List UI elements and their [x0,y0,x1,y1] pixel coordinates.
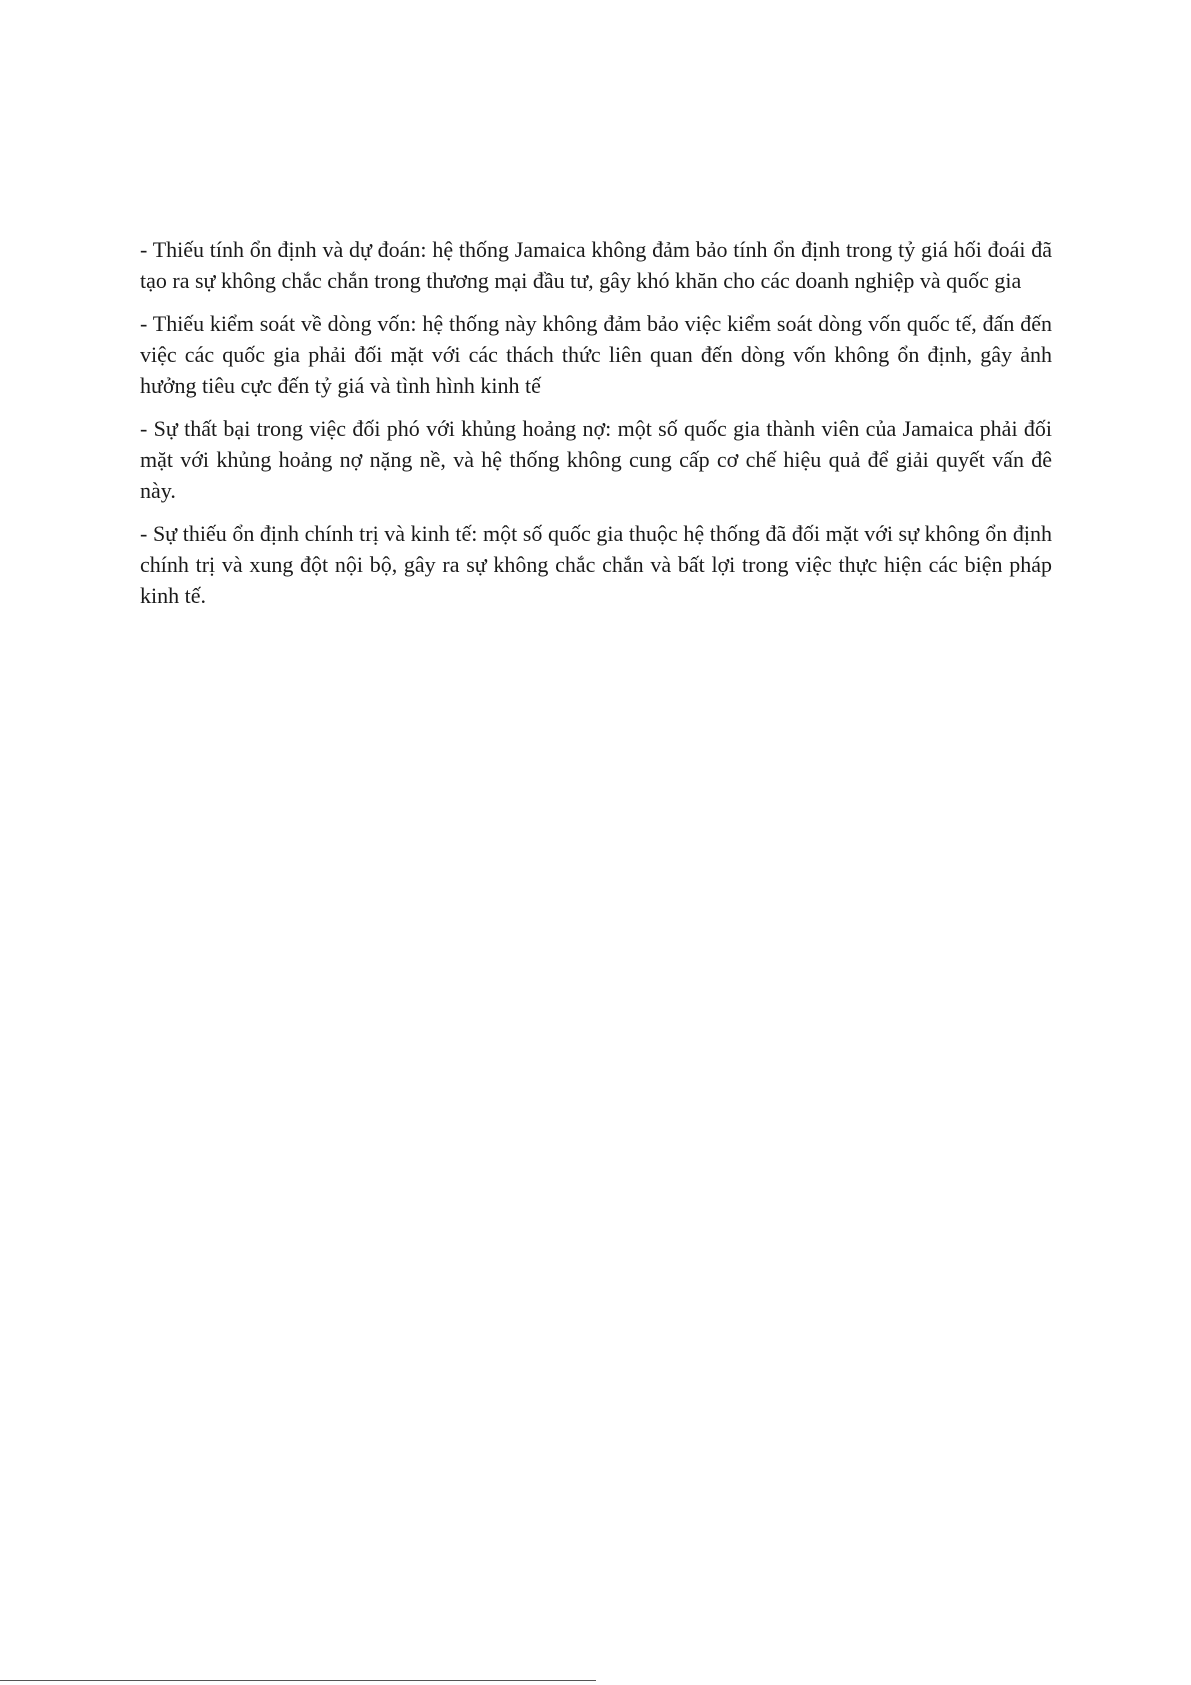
document-body [140,234,1052,623]
paragraph-stability: - Thiếu tính ổn định và dự đoán: hệ thống Jamaica không đảm bảo tính ổn định trong tỷ giá hối đoái đã tạo ra sự không chắc chắn trong thương mại đầu tư, gây khó khăn cho các doanh nghiệp và quốc gia [140,237,1052,293]
footnote-divider [0,1680,596,1681]
paragraph-debt-crisis: - Sự thất bại trong việc đối phó với khủng hoảng nợ: một số quốc gia thành viên của Jamaica phải đối mặt với khủng hoảng nợ nặng nề, và hệ thống không cung cấp cơ chế hiệu quả để giải quyết vấn đê này. [140,416,1052,503]
paragraph-capital-control: - Thiếu kiểm soát về dòng vốn: hệ thống này không đảm bảo việc kiểm soát dòng vốn quốc tế, đấn đến việc các quốc gia phải đối mặt với các thách thức liên quan đến dòng vốn không ổn định, gây ảnh hưởng tiêu cực đến tỷ giá và tình hình kinh tế [140,311,1052,398]
paragraph-political-instability: - Sự thiếu ổn định chính trị và kinh tế: một số quốc gia thuộc hệ thống đã đối mặt với sự không ổn định chính trị và xung đột nội bộ, gây ra sự không chắc chắn và bất lợi trong việc thực hiện các biện pháp kinh tế. [140,521,1052,608]
